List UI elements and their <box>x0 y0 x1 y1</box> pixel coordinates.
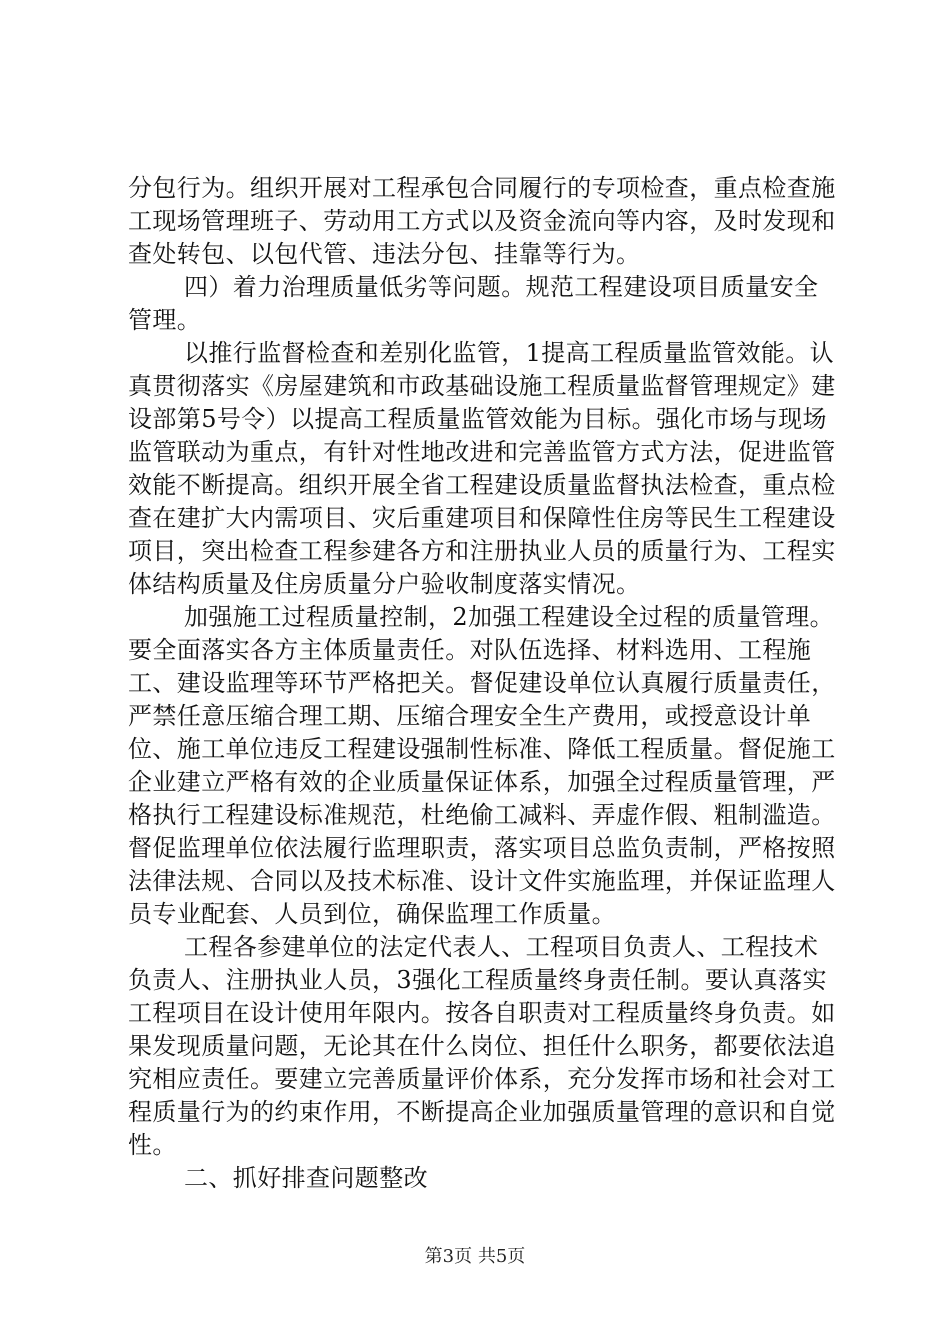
page-footer: 第3页 共5页 <box>424 1246 526 1267</box>
paragraph-continuation: 分包行为。组织开展对工程承包合同履行的专项检查，重点检查施工现场管理班子、劳动用工方式以及资金流向等内容，及时发现和查处转包、以包代管、违法分包、挂靠等行为。 <box>128 174 836 268</box>
paragraph-process-quality-control: 加强施工过程质量控制，2加强工程建设全过程的质量管理。要全面落实各方主体质量责任。对队伍选择、材料选用、工程施工、建设监理等环节严格把关。督促建设单位认真履行质量责任，严禁任意压缩合理工期、压缩合理安全生产费用，或授意设计单位、施工单位违反工程建设强制性标准、降低工程质量。督促施工企业建立严格有效的企业质量保证体系，加强全过程质量管理，严格执行工程建设标准规范，杜绝偷工减料、弄虚作假、粗制滥造。督促监理单位依法履行监理职责，落实项目总监负责制，严格按照法律法规、合同以及技术标准、设计文件实施监理，并保证监理人员专业配套、人员到位，确保监理工作质量。 <box>128 603 836 928</box>
paragraph-supervision-efficiency: 以推行监督检查和差别化监管，1提高工程质量监管效能。认真贯彻落实《房屋建筑和市政基础设施工程质量监督管理规定》建设部第5号令）以提高工程质量监管效能为目标。强化市场与现场监管联动为重点，有针对性地改进和完善监管方式方法，促进监管效能不断提高。组织开展全省工程建设质量监督执法检查，重点检查在建扩大内需项目、灾后重建项目和保障性住房等民生工程建设项目，突出检查工程参建各方和注册执业人员的质量行为、工程实体结构质量及住房质量分户验收制度落实情况。 <box>128 339 836 598</box>
document-body <box>128 172 840 1195</box>
paragraph-lifetime-responsibility: 工程各参建单位的法定代表人、工程项目负责人、工程技术负责人、注册执业人员，3强化工程质量终身责任制。要认真落实工程项目在设计使用年限内。按各自职责对工程质量终身负责。如果发现质量问题，无论其在什么岗位、担任什么职务，都要依法追究相应责任。要建立完善质量评价体系，充分发挥市场和社会对工程质量行为的约束作用，不断提高企业加强质量管理的意识和自觉性。 <box>128 933 836 1159</box>
paragraph-section-four: 四）着力治理质量低劣等问题。规范工程建设项目质量安全管理。 <box>128 273 819 334</box>
section-heading-rectification: 二、抓好排查问题整改 <box>184 1164 428 1192</box>
